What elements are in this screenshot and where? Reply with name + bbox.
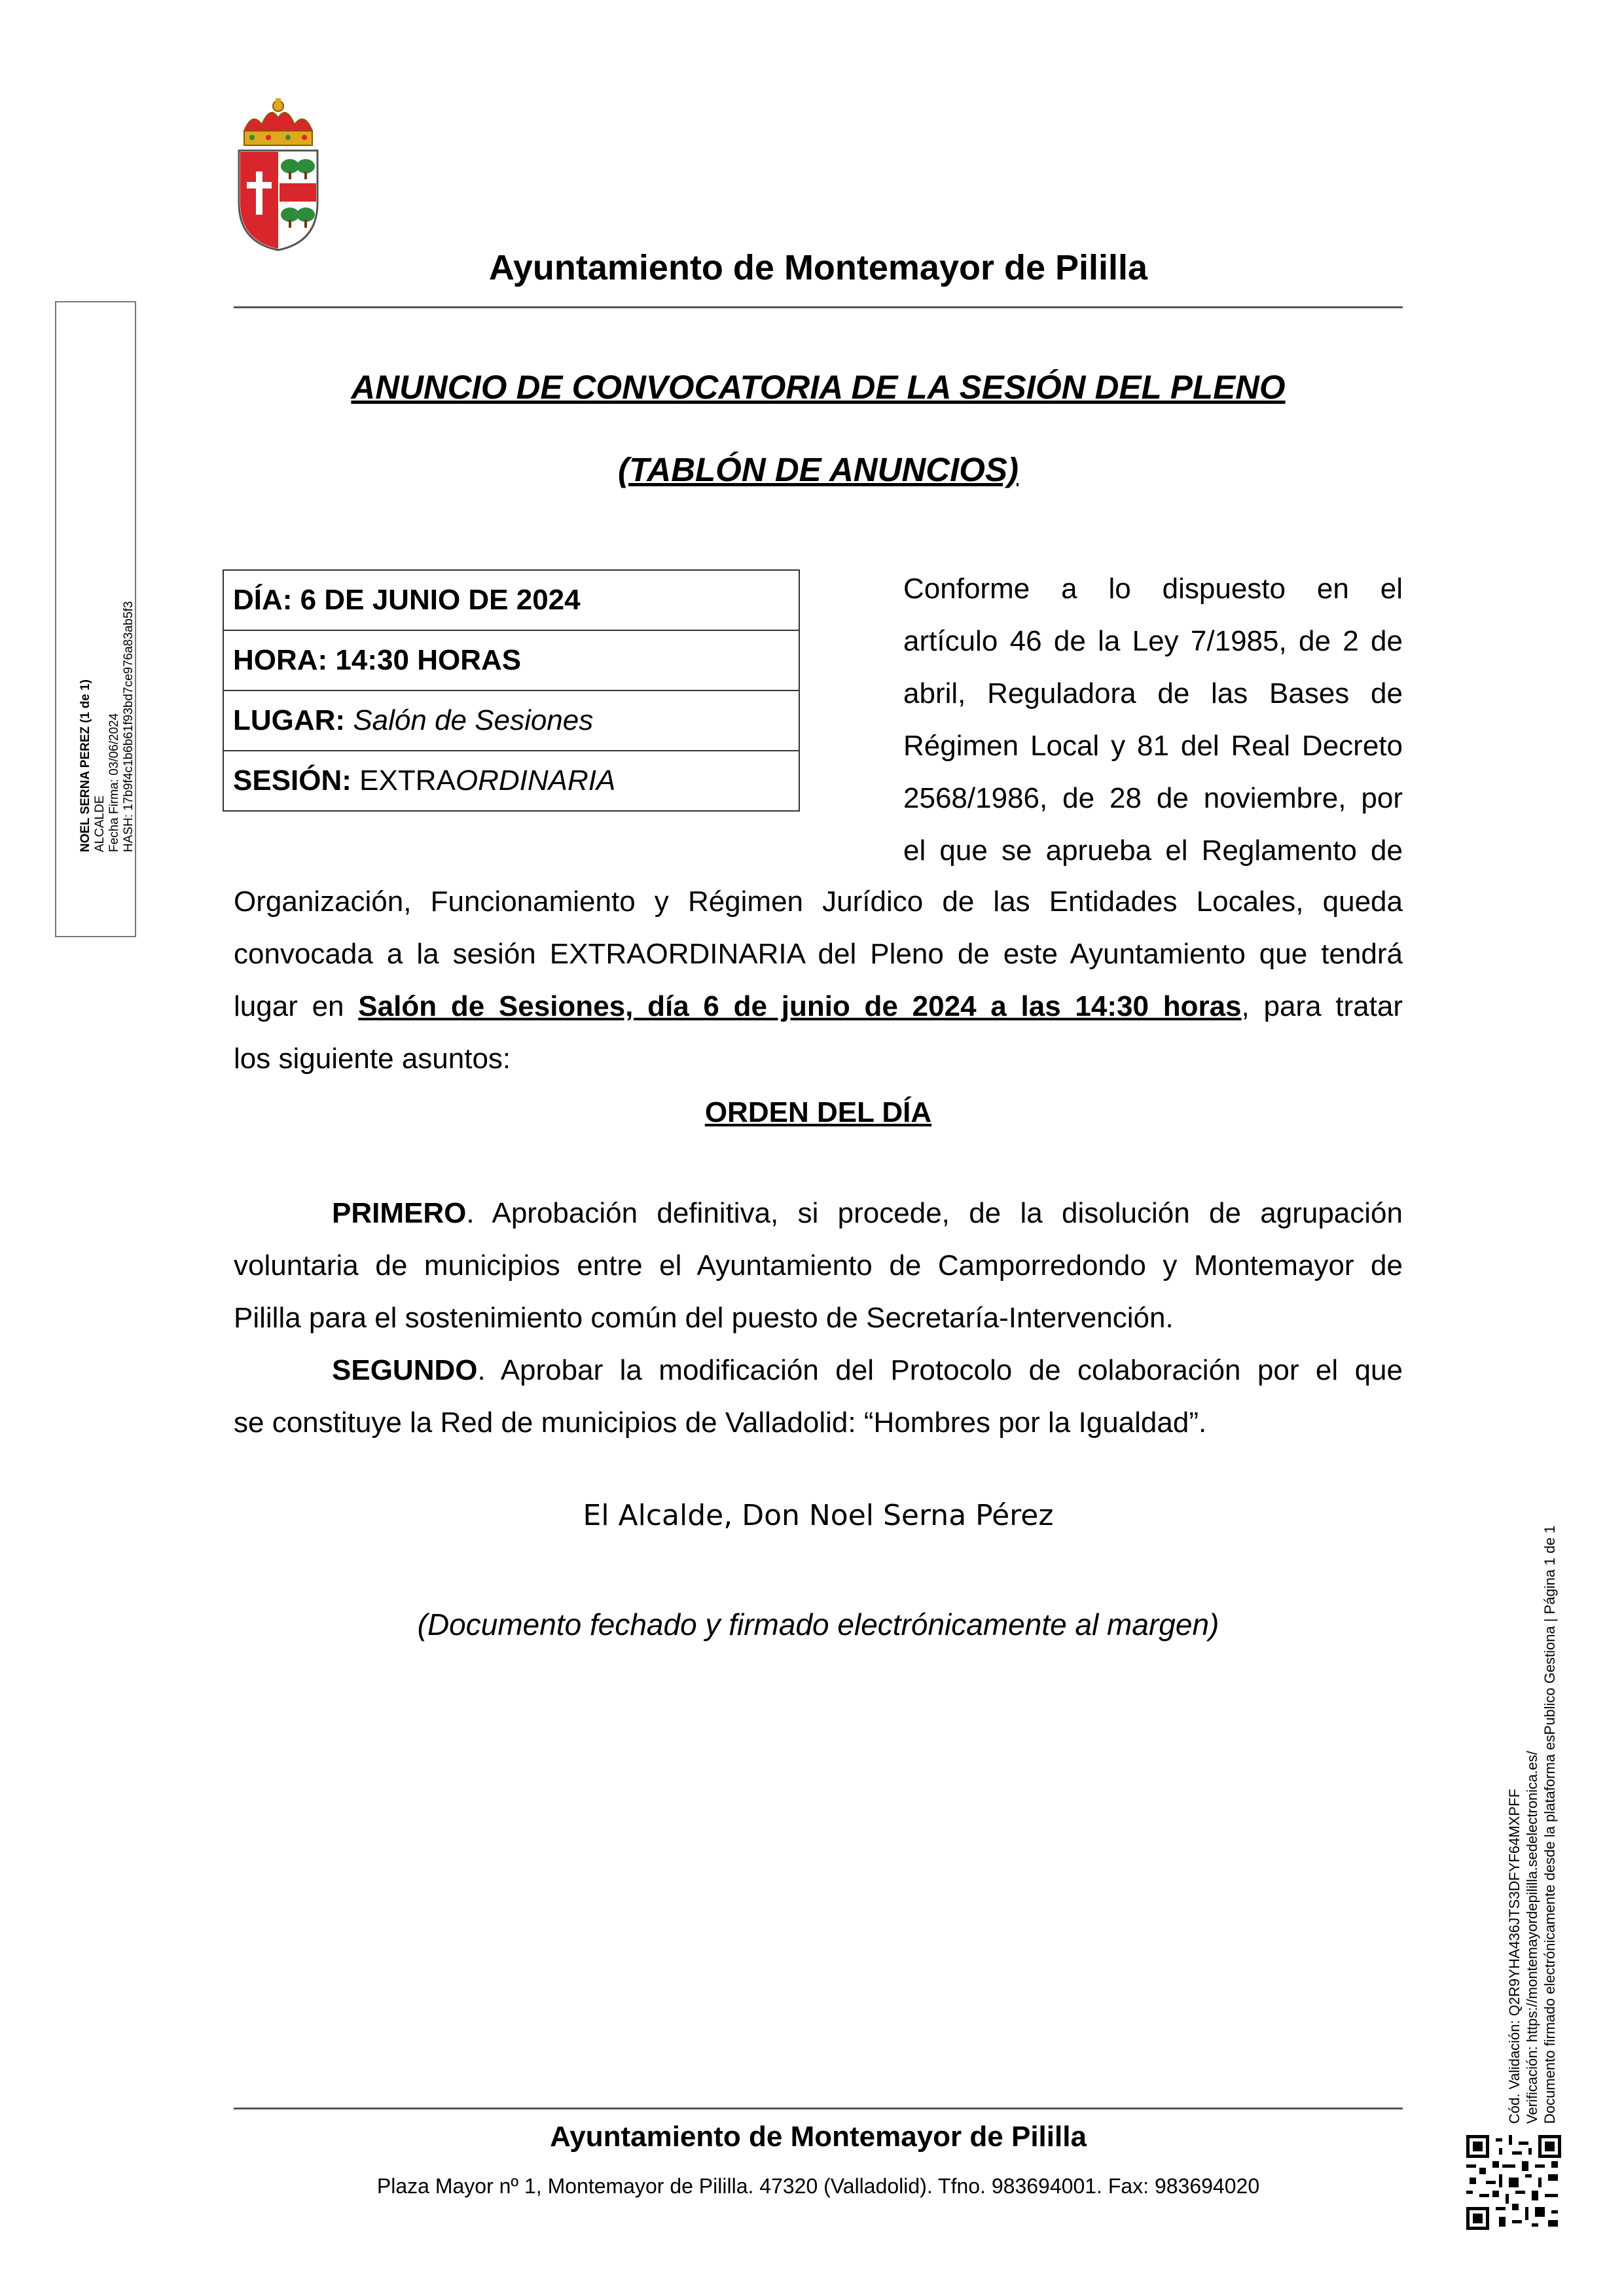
agenda-items [234,1187,1403,1449]
signer-stamp-hash: HASH: 17b9f4c1b6b61f93bd7ce976a83ab5f3 [122,601,135,852]
text-line: 2568/1986, de 28 de noviembre, por [903,782,1403,814]
text-line: Organización, Funcionamiento y Régimen Jurídico de las Entidades Locales, queda [234,886,1403,918]
signature-note: (Documento fechado y firmado electrónicamente al margen) [417,1607,1219,1641]
session-type: SESIÓN: EXTRAORDINARIA [223,751,799,811]
signer-stamp-name: NOEL SERNA PEREZ (1 de 1) [79,679,92,852]
verification-url: Verificación: https://montemayordepililla.sedelectronica.es/ [1524,1751,1540,2124]
announcement-title: ANUNCIO DE CONVOCATORIA DE LA SESIÓN DEL PLENO [351,368,1286,406]
agenda-item-segundo: SEGUNDO. Aprobar la modificación del Protocolo de colaboración por el que [332,1354,1403,1386]
session-place: LUGAR: Salón de Sesiones [223,691,799,751]
session-info-table [223,569,800,812]
qr-code-icon [1466,2135,1561,2230]
footer-organization: Ayuntamiento de Montemayor de Pililla [550,2121,1087,2153]
session-highlight: Salón de Sesiones, día 6 de junio de 2024 a las 14:30 horas [358,990,1242,1022]
signer-stamp-role: ALCALDE [93,795,107,852]
verification-block [1506,1437,1578,2124]
text-line: artículo 46 de la Ley 7/1985, de 2 de [903,625,1403,657]
session-date: DÍA: 6 DE JUNIO DE 2024 [223,570,799,630]
text-line: voluntaria de municipios entre el Ayuntamiento de Camporredondo y Montemayor de [234,1249,1403,1282]
electronic-signature-box [55,301,136,937]
text-line: Conforme a lo dispuesto en el [903,573,1403,605]
table-row [223,570,799,630]
table-row [223,630,799,691]
convocation-paragraph [234,876,1403,1085]
agenda-item-primero: PRIMERO. Aprobación definitiva, si procede, de la disolución de agrupación [332,1197,1403,1229]
text-line: lugar en Salón de Sesiones, día 6 de junio de 2024 a las 14:30 horas, para tratar [234,990,1403,1022]
table-row [223,751,799,811]
text-line: Régimen Local y 81 del Real Decreto [903,730,1403,762]
footer-divider [234,2108,1403,2109]
intro-paragraph [903,563,1403,877]
header-divider [234,306,1403,308]
text-line: convocada a la sesión EXTRAORDINARIA del Pleno de este Ayuntamiento que tendrá [234,938,1403,970]
text-line: abril, Reguladora de las Bases de [903,677,1403,709]
table-row [223,691,799,751]
text-line: el que se aprueba el Reglamento de [903,834,1403,867]
session-time: HORA: 14:30 HORAS [223,630,799,691]
signer-stamp-date: Fecha Firma: 03/06/2024 [107,713,121,852]
agenda-title: ORDEN DEL DÍA [704,1096,932,1128]
verification-code: Cód. Validación: Q2R9YHA436JTS3DFYF64MXPFF [1506,1789,1523,2124]
text-line: Pililla para el sostenimiento común del puesto de Secretaría-Intervención. [234,1302,1174,1334]
announcement-subtitle: (TABLÓN DE ANUNCIOS) [618,451,1019,488]
coat-of-arms-icon [232,98,324,253]
footer-address: Plaza Mayor nº 1, Montemayor de Pililla. 47320 (Valladolid). Tfno. 983694001. Fax: 983694020 [376,2174,1260,2198]
signer-name: El Alcalde, Don Noel Serna Pérez [583,1499,1054,1532]
text-line: los siguiente asuntos: [234,1043,511,1075]
text-line: se constituye la Red de municipios de Valladolid: “Hombres por la Igualdad”. [234,1407,1207,1439]
verification-platform: Documento firmado electrónicamente desde la plataforma esPublico Gestiona | Página 1 de 1 [1542,1525,1558,2124]
organization-title: Ayuntamiento de Montemayor de Pililla [488,248,1148,287]
